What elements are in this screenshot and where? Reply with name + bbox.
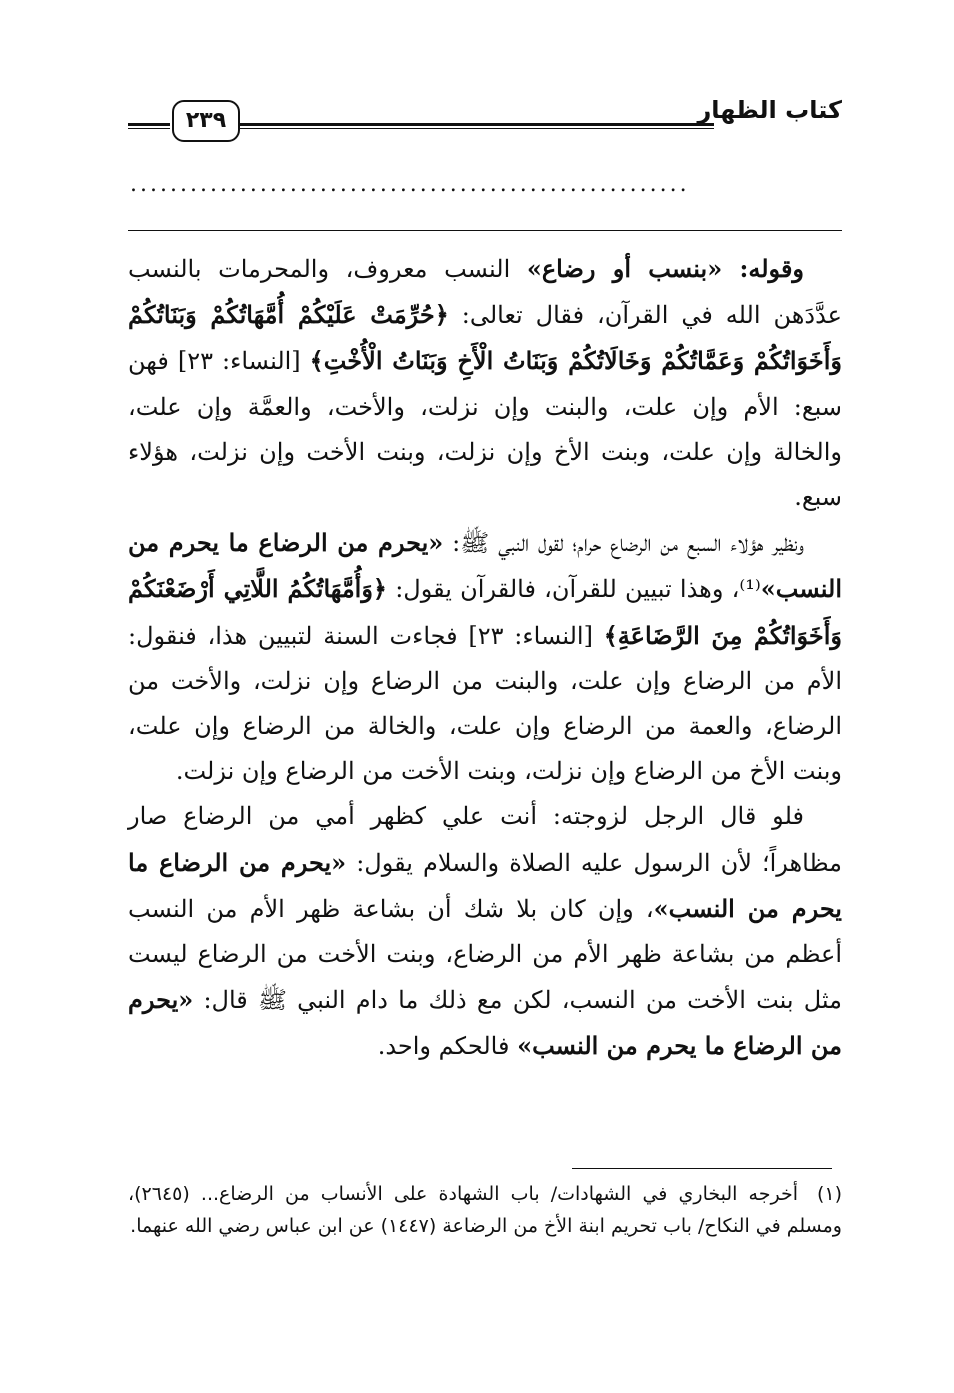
header-divider <box>128 230 842 231</box>
footnote <box>128 1178 842 1242</box>
hadith-quote: «يحرم من الرضاع ما يحرم من النسب» <box>128 847 842 923</box>
text-segment: [النساء: ٢٣] فجاءت السنة لتبيين هذا، فنقول: الأم من الرضاع وإن علت، والبنت من الرضاع وإن نزلت، والأخت من الرضاع، والعمة من الرضاع وإن علت، والخالة من الرضاع وإن علت، وبنت الأخ من الرضاع وإن نزلت، وبنت الأخت من الرضاع وإن نزلت. <box>128 621 842 786</box>
paragraph-3 <box>128 794 842 1069</box>
text-segment: ، وإن كان بلا شك أن بشاعة ظهر الأم من النسب أعظم من بشاعة ظهر الأم من الرضاع، وبنت الأخت من الرضاع ليست مثل بنت الأخت من النسب، لكن مع ذلك ما دام النبي ﷺ قال: <box>128 894 842 1015</box>
paragraph-2 <box>128 520 842 794</box>
text-segment: «بنسب أو رضاع» <box>526 254 723 283</box>
quran-verse: ﴿وَأُمَّهَاتُكُمُ اللَّاتِي أَرْضَعْنَكُمْ وَأَخَوَاتُكُمْ مِنَ الرَّضَاعَةِ﴾ <box>128 574 842 650</box>
text-segment: [النساء: ٢٣] فهن سبع: الأم وإن علت، والبنت وإن نزلت، والأخت، والعمَّة وإن علت، والخالة وإن علت، وبنت الأخ وإن نزلت، وبنت الأخت وإن نزلت، هؤلاء سبع. <box>128 347 842 512</box>
footnote-divider <box>572 1168 832 1169</box>
footnote-number: (١) <box>816 1183 842 1205</box>
text-segment: فلو قال الرجل لزوجته: أنت علي كظهر أمي من الرضاع صار مظاهراً؛ لأن الرسول عليه الصلاة والسلام يقول: <box>128 802 842 877</box>
hadith-quote: «يحرم من الرضاع ما يحرم من النسب» <box>128 528 842 604</box>
text-segment: ونظير هؤلاء السبع من الرضاع حرام؛ لقول النبي ﷺ: <box>443 529 804 558</box>
text-segment: النسب معروف، والمحرمات بالنسب عدَّدَهن الله في القرآن، فقال تعالى: <box>128 255 842 330</box>
body-text <box>128 246 842 1070</box>
text-segment: ⁽¹⁾، وهذا تبيين للقرآن، فالقرآن يقول: <box>387 575 761 604</box>
dotted-separator: ........................................................ <box>130 172 690 197</box>
hadith-quote: «يحرم من الرضاع ما يحرم من النسب» <box>128 985 842 1061</box>
footnote-text: أخرجه البخاري في الشهادات/ باب الشهادة على الأنساب من الرضاع... (٢٦٤٥)، ومسلم في النكاح/ باب تحريم ابنة الأخ من الرضاعة (١٤٤٧) عن ابن عباس رضي الله عنهما. <box>128 1183 842 1237</box>
quran-verse: ﴿حُرِّمَتْ عَلَيْكُمْ أُمَّهَاتُكُمْ وَبَنَاتُكُمْ وَأَخَوَاتُكُمْ وَعَمَّاتُكُمْ وَخَالَاتُكُمْ وَبَنَاتُ الْأَخِ وَبَنَاتُ الْأُخْتِ﴾ <box>128 300 843 376</box>
header-rule-left <box>128 123 170 129</box>
book-title: كتاب الظهار <box>697 96 842 124</box>
header-rule-right <box>240 123 714 129</box>
text-segment: فالحكم واحد. <box>377 1032 518 1061</box>
page-header <box>128 88 842 148</box>
text-segment: وقوله: <box>722 254 805 283</box>
page-number: ٢٣٩ <box>172 100 240 142</box>
paragraph-1 <box>128 246 842 520</box>
